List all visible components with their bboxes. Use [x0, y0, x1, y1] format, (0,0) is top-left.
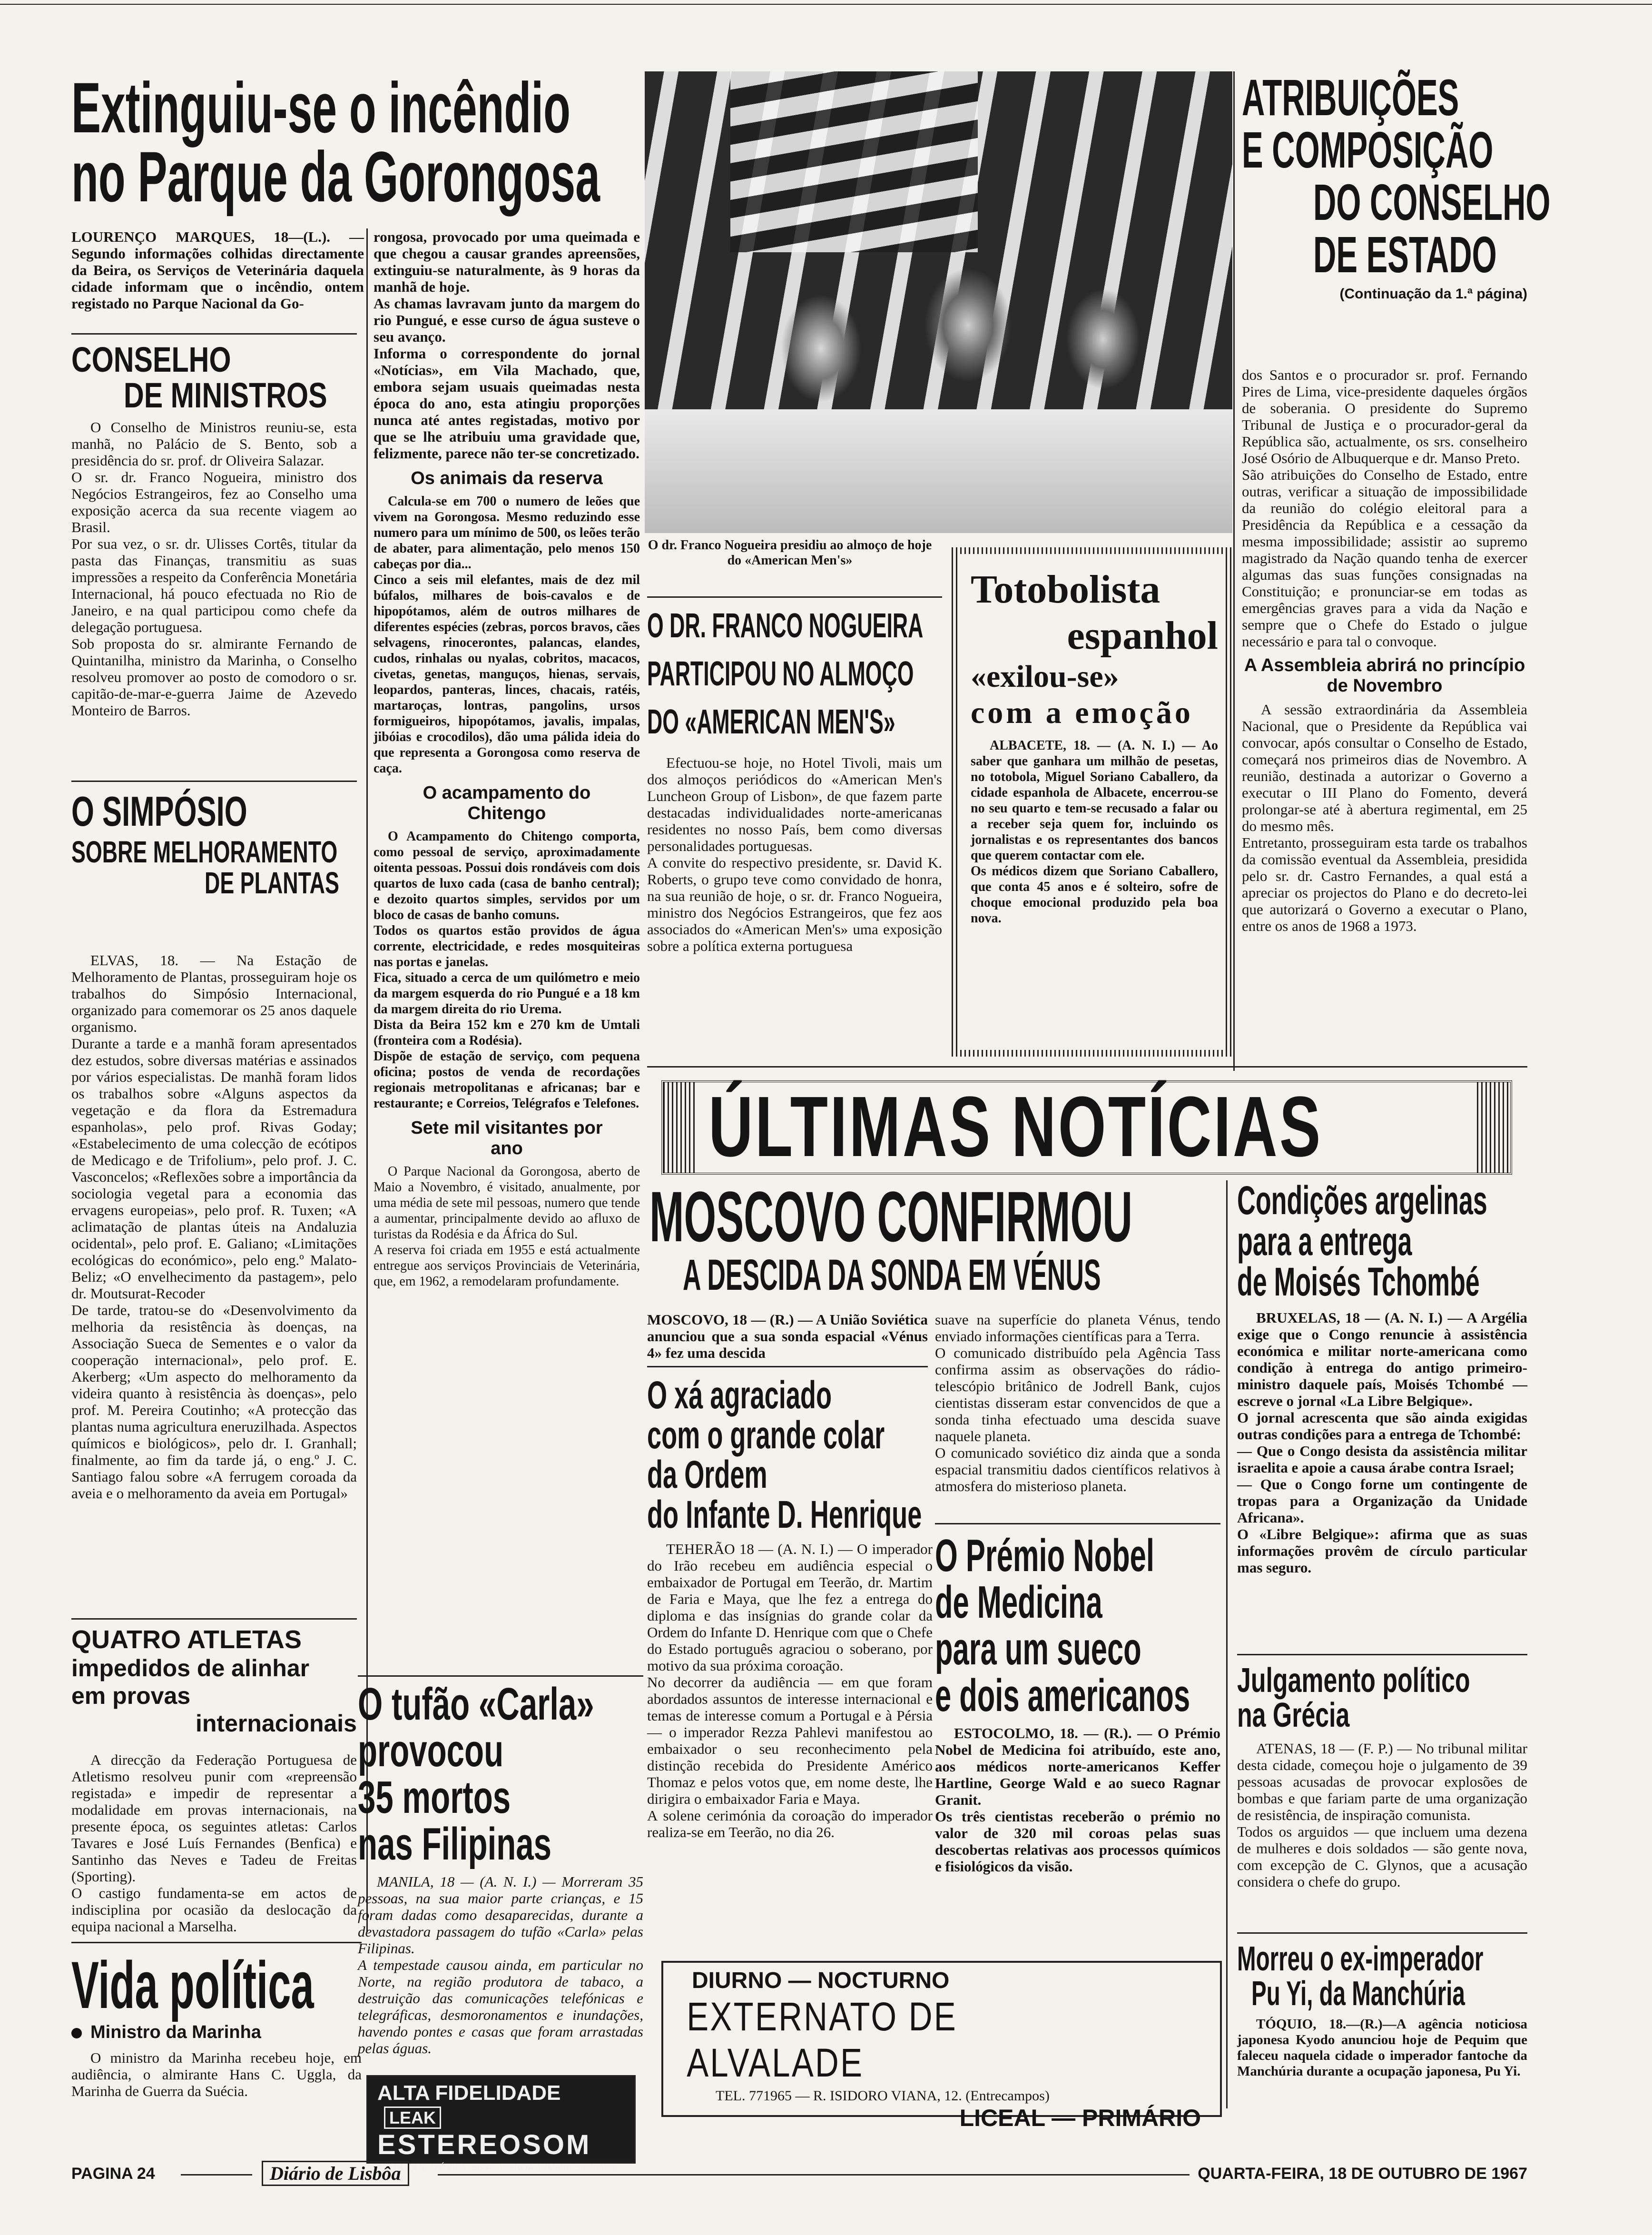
news-photo [645, 71, 1232, 533]
ad-address: AV. DUQUE D'ÁVILA, 56-A - LISBOA 1 (Metro Saldanha) [377, 2163, 618, 2173]
argelinas-block [1237, 1180, 1527, 1576]
headline-line: A DESCIDA DA SONDA EM VÉNUS [683, 1251, 1101, 1299]
date: QUARTA-FEIRA, 18 DE OUTUBRO DE 1967 [1198, 2165, 1527, 2183]
gorongosa-camp: O Acampamento do Chitengo comporta, como pessoal de serviço, aproximadamente oitenta pessoas. Possui dois rondáveis com dois quartos de luxo cada (casa de banho central); e dezoito quartos simples, servidos por um bloco de casas de banho comuns. Todos os quartos estão providos de água corrente, electricidade, e redes mosquiteiras nas portas e janelas. Fica, situado a cerca de um quilómetro e meio da margem esquerda do rio Pungué e a 18 km da margem direita do rio Urema. Dista da Beira 152 km e 270 km de Umtali (fronteira com a Rodésia). Dispõe de estação de serviço, com pequena oficina; postos de venda de recordações regionais metropolitanas e africanas; bar e restaurante; e Correios, Telégrafos e Telefones. [374, 829, 640, 1111]
grecia-text: ATENAS, 18 — (F. P.) — No tribunal militar desta cidade, começou hoje o julgamento de 39 pessoas acusadas de provocar explosões de bombas e que fariam parte de uma organização de resistência, de inspiração comunista. Todos os arguidos — que incluem uma dezena de mulheres e dois soldados — são gente nova, com excepção de C. Glynos, que a acusação considera o chefe do grupo. [1237, 1740, 1527, 1890]
continuation-note: (Continuação da 1.ª página) [1339, 286, 1527, 302]
rule [935, 1523, 1220, 1524]
rule [71, 1618, 357, 1620]
puyi-block [1237, 1942, 1527, 2079]
nogueira-text: Efectuou-se hoje, no Hotel Tivoli, mais um dos almoços periódicos do «American Men's Luncheon Group of Lisbon», de que fazem parte destacadas individualidades norte-americanas residentes no nosso País, bem como diversas personalidades portuguesas. A convite do respectivo presidente, sr. David K. Roberts, o grupo teve como convidado de honra, na sua reunião de hoje, o sr. dr. Franco Nogueira, ministro dos Negócios Estrangeiros, que fez aos associados do «American Men's» uma exposição sobre a política externa portuguesa [647, 754, 942, 955]
ad-line2: ESTEREOSOM [377, 2129, 591, 2160]
masthead: Diário de Lisbôa [262, 2161, 409, 2186]
headline-line: Morreu o ex-imperador [1237, 1940, 1484, 1978]
headline-line: em provas [71, 1682, 191, 1709]
tufao-text: MANILA, 18 — (A. N. I.) — Morreram 35 pessoas, na sua maior parte crianças, e 15 foram dadas como desaparecidas, durante a devastadora passagem do tufão «Carla» pelas Filipinas. A tempestade causou ainda, em particular no Norte, na região produtora de tabaco, a destruição das comunicações telefónicas e telegráficas, desmoronamentos e inundações, havendo pontes e casas que foram arrastadas pelas águas. [358, 1873, 643, 2057]
headline-line: impedidos de alinhar [71, 1655, 310, 1681]
ultimas-banner [661, 1080, 1512, 1175]
rule [1237, 1932, 1527, 1934]
headline-line: SOBRE MELHORAMENTO [71, 834, 338, 869]
headline-line: espanhol [1067, 613, 1218, 658]
rule [358, 1675, 643, 1677]
hatch-border [1226, 547, 1232, 1057]
subhead: Sete mil visitantes por ano [411, 1118, 603, 1158]
headline-line: com o grande colar [647, 1413, 885, 1457]
ad-tel: TEL. 771965 — R. ISIDORO VIANA, 12. (Entrecampos) [716, 2088, 1050, 2104]
totobolista-content [971, 566, 1218, 926]
rule [71, 1942, 362, 1943]
rule [647, 1366, 928, 1367]
puyi-text: TÓQUIO, 18.—(R.)—A agência noticiosa japonesa Kyodo anunciou hoje de Pequim que faleceu naquela cidade o imperador fantoche da Manchúria durante a ocupação japonesa, Pu Yi. [1237, 2016, 1527, 2079]
headline-line: DE ESTADO [1313, 226, 1497, 284]
headline-line: DO «AMERICAN MEN'S» [647, 702, 895, 741]
headline-line: de Medicina [935, 1576, 1102, 1628]
headline-line: O SIMPÓSIO [71, 788, 247, 835]
rule [71, 781, 357, 782]
moscovo-lead: MOSCOVO, 18 — (R.) — A União Soviética anunciou que a sua sonda espacial «Vénus 4» fez uma descida [647, 1311, 928, 1361]
headline-line: DO CONSELHO [1313, 173, 1551, 231]
argelinas-text: BRUXELAS, 18 — (A. N. I.) — A Argélia exige que o Congo renuncie à assistência económica e militar norte-americana como condição à entrega do antigo primeiro-ministro daquele país, Moisés Tchombé — escreve o jornal «La Libre Belgique». O jornal acrescenta que são ainda exigidas outras condições para a entrega de Tchombé: — Que o Congo desista da assistência militar israelita e apoie a causa árabe contra Israel; — Que o Congo forne um contingente de tropas para a Organização da Unidade Africana». O «Libre Belgique»: afirma que as suas informações provêm de círculo particular mas seguro. [1237, 1309, 1527, 1576]
flag [730, 71, 978, 252]
ad-line [368, 2077, 634, 2129]
headline-line: Julgamento político [1237, 1661, 1470, 1700]
rule [438, 2174, 1190, 2176]
banner-text: ÚLTIMAS NOTÍCIAS [708, 1079, 1323, 1175]
atletas-text: A direcção da Federação Portuguesa de Atletismo resolveu punir com «repreensão registada» e impedir de representar a modalidade em provas internacionais, na presente época, os seguintes atletas: Carlos Tavares e José Luís Fernandes (Benfica) e Santinho das Neves e Tadeu de Freitas (Sporting). O castigo fundamenta-se em actos de indisciplina por ocasião da deslocação da equipa nacional a Marselha. [71, 1751, 357, 1935]
headline-line: Totobolista [971, 567, 1160, 612]
atletas-headline [71, 1618, 357, 1737]
headline-line: provocou [358, 1725, 504, 1776]
simposio-headline [71, 781, 357, 899]
rule [71, 333, 357, 335]
headline-line: DE MINISTROS [124, 376, 327, 415]
gorongosa-lead: LOURENÇO MARQUES, 18—(L.). — Segundo informações colhidas directamente da Beira, os Serviços de Veterinária daquela cidade informam que o incêndio, ontem registado no Parque Nacional da Go- [71, 228, 364, 312]
headline-line: para um sueco [935, 1623, 1141, 1674]
gorongosa-headline [71, 68, 657, 217]
top-rule [0, 4, 1652, 5]
headline-line: de Moisés Tchombé [1237, 1259, 1480, 1305]
headline-line: O tufão «Carla» [358, 1679, 594, 1730]
headline-line: E COMPOSIÇÃO [1242, 121, 1494, 179]
headline-line: O DR. FRANCO NOGUEIRA [647, 607, 924, 645]
simposio-text: ELVAS, 18. — Na Estação de Melhoramento de Plantas, prosseguiram hoje os trabalhos do Simpósio Internacional, organizado para comemorar os 25 anos daquele organismo. Durante a tarde e a manhã foram apresentados dez estudos, sobre diversas matérias e assinados por vários especialistas. De manhã foram lidos os trabalhos sobre «Alguns aspectos da vegetação e da flora da Estremadura espanholas», pelo prof. Rivas Goday; «Estabelecimento de uma colecção de ecótipos de Medicago e de Trifolium», pelo prof. J. C. Vasconcelos; «Reflexões sobre a importância da sociologia vegetal para a economia das ervagens europeias», pelo prof. R. Tuxen; «A aclimatação de plantas úteis na Andaluzia ocidental», pelo prof. E. Galiano; «Limitações ecológicas do económico», pelo eng.º Malato-Beliz; «O envelhecimento da pastagem», pelo dr. Moutsurat-Recoder De tarde, tratou-se do «Desenvolvimento da melhoria da resistência às doenças, na Associação Sueca de Sementes e o valor da cooperação internacional», pelo prof. E. Akerberg; «Um aspecto do melhoramento da videira quanto à resistência às doenças», pelo prof. M. Pereira Coutinho; «A protecção das plantas numa agricultura eneruzilhada. Aspectos químicos e biológicos», pelo dr. I. Granhall; finalmente, ao fim da tarde já, o eng.º J. C. Santiago falou sobre «A ferrugem coroada da aveia e o melhoramento da aveia em Portugal» [71, 952, 357, 1502]
headline-line: para a entrega [1237, 1218, 1412, 1264]
table [645, 409, 1232, 533]
nogueira-block [647, 602, 942, 954]
tufao-block [358, 1675, 643, 2057]
ad-bottom: LICEAL — PRIMÁRIO [959, 2105, 1201, 2131]
bullet-label: Ministro da Marinha [90, 2022, 261, 2042]
vida-block [71, 1942, 362, 2099]
externato-ad[interactable] [661, 1961, 1222, 2131]
atribuicoes-text2: A sessão extraordinária da Assembleia Nacional, que o Presidente da República vai convocar, após consultar o Conselho de Estado, começará nos primeiros dias de Novembro. A reunião, destinada a autorizar o Governo a executar o III Plano do Fomento, deverá prolongar-se até à abertura regimental, em 25 do mesmo mês. Entretanto, prosseguiram esta tarde os trabalhos da comissão eventual da Assembleia, presidida pelo sr. dr. Castro Fernandes, a qual está a apreciar os projectos do Plano e do decreto-lei que autorizará o Governo a executar o Plano, entre os anos de 1968 a 1973. [1242, 701, 1527, 934]
headline-line: ATRIBUIÇÕES [1242, 69, 1459, 126]
headline-line: no Parque da Gorongosa [71, 137, 600, 217]
headline-line: Condições argelinas [1237, 1178, 1487, 1223]
hatch-border [1477, 1082, 1510, 1173]
hatch-border [663, 1082, 697, 1173]
xa-block [647, 1375, 933, 1840]
headline-line: CONSELHO [71, 340, 231, 379]
headline-line: na Grécia [1237, 1696, 1350, 1735]
ad-line1: ALTA FIDELIDADE [377, 2081, 561, 2105]
headline-line: MOSCOVO CONFIRMOU [649, 1177, 1132, 1256]
vida-text: O ministro da Marinha recebeu hoje, em audiência, o almirante Hans C. Uggla, da Marinha de Guerra da Suécia. [71, 2049, 362, 2099]
column-rule [1226, 1180, 1228, 2108]
headline-line: Extinguiu-se o incêndio [71, 68, 570, 148]
photo-caption: O dr. Franco Nogueira presidiu ao almoço de hoje do «American Men's» [648, 538, 932, 568]
totobolista-text: ALBACETE, 18. — (A. N. I.) — Ao saber que ganhara um milhão de pesetas, no totobola, Miguel Soriano Caballero, da cidade espanhola de Albacete, encerrou-se no seu quarto e tem-se recusado a falar ou a receber seja quem for, incluindo os jornalistas e os representantes dos bancos que querem contactar com ele. Os médicos dizem que Soriano Caballero, que conta 45 anos e é solteiro, sofre de choque emocional produzido pela boa nova. [971, 738, 1218, 926]
bullet-heading [71, 2022, 362, 2043]
nobel-block [935, 1530, 1220, 1875]
headline-line: nas Filipinas [358, 1818, 552, 1869]
grecia-block [1237, 1663, 1527, 1890]
headline-line: internacionais [196, 1710, 357, 1737]
hatch-border [952, 547, 958, 1057]
headline-line: e dois americanos [935, 1670, 1190, 1721]
headline-line: O Prémio Nobel [935, 1530, 1154, 1581]
hifi-ad[interactable] [366, 2075, 636, 2173]
headline-line: QUATRO ATLETAS [71, 1625, 302, 1654]
hatch-border [952, 547, 1232, 554]
hatch-border [952, 1050, 1232, 1057]
subhead: Os animais da reserva [411, 468, 603, 488]
headline-line: 35 mortos [358, 1771, 511, 1823]
ad-brand: LEAK [384, 2106, 441, 2129]
subhead: O acampamento do Chitengo [423, 783, 591, 823]
moscovo-headline [649, 1177, 1220, 1299]
atribuicoes-text: dos Santos e o procurador sr. prof. Fernando Pires de Lima, vice-presidente daqueles órgãos de soberania. O presidente do Supremo Tribunal de Justiça e o procurador-geral da República são, actualmente, os srs. conselheiro José Osório de Albuquerque e dr. Manso Preto. São atribuições do Conselho de Estado, entre outras, verificar a situação de impossibilidade da reunião do colégio eleitoral para a Presidência da República e a cessação da mesma impossibilidade; assistir ao supremo magistrado da Nação quando tenha de exercer algumas das suas funções consignadas na Constituição; e pronunciar-se em todas as emergências graves para a vida da Nação e sempre que o Chefe do Estado o julgue necessário e para tal o convoque. [1242, 366, 1527, 650]
bullet-icon [71, 2028, 82, 2038]
rule [647, 1066, 1527, 1068]
page-number: PAGINA 24 [71, 2165, 155, 2183]
ad-name: EXTERNATO DE ALVALADE [687, 1994, 958, 2085]
moscovo-text: suave na superfície do planeta Vénus, tendo enviado informações científicas para a Terra. O comunicado distribuído pela Agência Tass confirma assim as observações do rádio-telescópio britânico de Jodrell Bank, cujos cientistas disseram estar convencidos de que a sonda tinha efectuado uma descida suave naquele planeta. O comunicado soviético diz ainda que a sonda espacial transmitiu dados científicos relativos à atmosfera do misterioso planeta. [935, 1311, 1220, 1494]
gorongosa-continuation [374, 228, 640, 1289]
headline-line: do Infante D. Henrique [647, 1493, 922, 1536]
headline-line: PARTICIPOU NO ALMOÇO [647, 654, 914, 693]
conselho-headline [71, 333, 357, 414]
totobolista-box [952, 547, 1232, 1057]
headline-line: DE PLANTAS [205, 866, 339, 900]
ad-top: DIURNO — NOCTURNO [692, 1968, 950, 1993]
page-footer [71, 2161, 1527, 2189]
atribuicoes-body [1242, 366, 1527, 934]
gorongosa-visitors: O Parque Nacional da Gorongosa, aberto de Maio a Novembro, é visitado, anualmente, por uma média de sete mil pessoas, numero que tende a aumentar, principalmente devido ao afluxo de turistas da Rodésia e da África do Sul. A reserva foi criada em 1955 e está actualmente entregue aos serviços Provinciais de Veterinária, que, em 1962, a remodelaram profundamente. [374, 1164, 640, 1289]
gorongosa-animals: Calcula-se em 700 o numero de leões que vivem na Gorongosa. Mesmo reduzindo esse numero para um mínimo de 500, os leões terão de abater, para alimentação, pelo menos 150 cabeças por dia... Cinco a seis mil elefantes, mais de dez mil búfalos, milhares de bois-cavalos e de hipopótamos, além de outros milhares de diferentes espécies (zebras, porcos bravos, cães selvagens, rinocerontes, palancas, elandes, cudos, rinhalas ou nyalas, cobritos, macacos, civetas, genetas, manguços, hienas, servais, leopardos, panteras, linces, chacais, ratéis, martaroças, lontras, pangolins, ursos formigueiros, hipopótamos, javalis, impalas, jibóias e crocodilos), dão uma pálida ideia do que representa a Gorongosa como reserva de caça. [374, 494, 640, 776]
nobel-text: ESTOCOLMO, 18. — (R.). — O Prémio Nobel de Medicina foi atribuído, este ano, aos médicos norte-americanos Keffer Hartline, George Wald e ao sueco Ragnar Granit. Os três cientistas receberão o prémio no valor de 320 mil coroas pelas suas descobertas relativas aos processos químicos e fisiológicos da visão. [935, 1724, 1220, 1875]
rule [181, 2174, 252, 2176]
rule [1237, 1654, 1527, 1655]
conselho-text: O Conselho de Ministros reuniu-se, esta manhã, no Palácio de S. Bento, sob a presidência do sr. prof. dr Oliveira Salazar. O sr. dr. Franco Nogueira, ministro dos Negócios Estrangeiros, fez ao Conselho uma exposição acerca da sua recente viagem ao Brasil. Por sua vez, o sr. dr. Ulisses Cortês, titular da pasta das Finanças, transmitiu as suas impressões a respeito da Conferência Monetária Internacional, há pouco efectuada no Rio de Janeiro, e na qual participou como chefe da delegação portuguesa. Sob proposta do sr. almirante Fernando de Quintanilha, ministro da Marinha, o Conselho resolveu promover ao posto de comodoro o sr. capitão-de-mar-e-guerra Jaime de Azevedo Monteiro de Barros. [71, 419, 357, 719]
rule [647, 596, 942, 598]
atribuicoes-headline [1242, 69, 1551, 302]
xa-text: TEHERÃO 18 — (A. N. I.) — O imperador do Irão recebeu em audiência especial o embaixador de Portugal em Teerão, dr. Martim de Faria e Maya, que lhe fez a entrega do diploma e das insígnias do grande colar da Ordem do Infante D. Henrique com que o Chefe do Estado português agraciou o soberano, por motivo da sua próxima coroação. No decorrer da audiência — em que foram abordados assuntos de interesse internacional e temas de interesse comum a Portugal e à Pérsia — o imperador Rezza Pahlevi manifestou ao embaixador o seu reconhecimento pela distinção recebida do Presidente Américo Thomaz e pelos votos que, em nome deste, lhe dirigira o embaixador Faria e Maya. A solene cerimónia da coroação do imperador realiza-se em Teerão, no dia 26. [647, 1540, 933, 1840]
headline-line: da Ordem [647, 1453, 767, 1497]
headline-line: «exilou-se» [971, 659, 1119, 694]
headline-line: O xá agraciado [647, 1374, 832, 1417]
headline: Vida política [71, 1948, 314, 2022]
subhead: A Assembleia abrirá no princípio de Novembro [1244, 655, 1525, 696]
headline-line: Pu Yi, da Manchúria [1251, 1975, 1465, 2013]
headline-line: com a emoção [971, 695, 1193, 730]
column-rule [1233, 71, 1235, 1071]
gorongosa-col2: rongosa, provocado por uma queimada e que chegou a causar grandes apreensões, extinguiu-se naturalmente, às 9 horas da manhã de hoje. As chamas lavravam junto da margem do rio Pungué, e esse curso de água susteve o seu avanço. Informa o correspondente do jornal «Notícias», em Vila Machado, que, embora sejam usuais queimadas nesta época do ano, esta atingiu proporções nunca até antes registadas, motivo por que se lhe atribuiu uma gravidade que, felizmente, parece não ter-se concretizado. [374, 228, 640, 462]
